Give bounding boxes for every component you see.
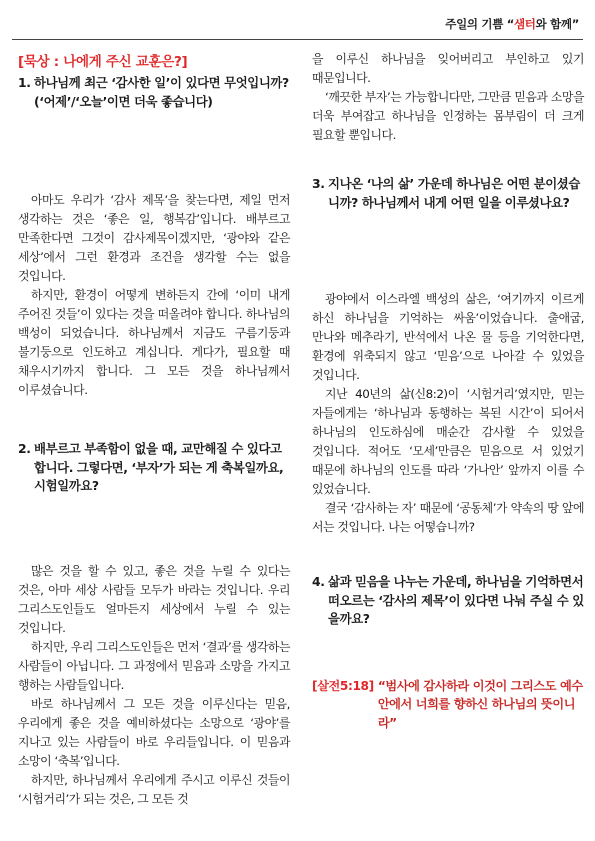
spacer	[18, 400, 290, 440]
paragraph: 하지만, 하나님께서 우리에게 주시고 이루신 것들이 ‘시험거리’가 되는 것은, 그 모든 것	[18, 772, 290, 806]
question-number: 3.	[312, 176, 325, 191]
verse-reference: [살전5:18]	[312, 678, 374, 693]
answer-space	[312, 629, 584, 677]
question-4	[312, 573, 584, 629]
verse-text: “범사에 감사하라 이것이 그리스도 예수 안에서 너희를 향하신 하나님의 뜻이니라”	[377, 678, 583, 730]
question-number: 4.	[312, 574, 325, 589]
section-title: [묵상 : 나에게 주신 교훈은?]	[18, 54, 188, 70]
answer-space	[312, 212, 584, 290]
paragraph: 을 이루신 하나님을 잊어버리고 부인하고 있기 때문입니다.	[312, 52, 584, 85]
question-text: 배부르고 부족함이 없을 때, 교만해질 수 있다고 합니다. 그렇다면, ‘부자’가 되는 게 축복일까요, 시험일까요?	[34, 441, 284, 493]
question-text: 하나님께 최근 ‘감사한 일’이 있다면 무엇입니까? (‘어제’/‘오늘’이면 더욱 좋습니다)	[34, 75, 289, 109]
question-3	[312, 175, 584, 212]
paragraph: 결국 ‘감사하는 자’ 때문에 ‘공동체’가 약속의 땅 앞에 서는 것입니다. 나는 어떻습니까?	[312, 501, 584, 534]
header-prefix: 주일의 기쁨 “	[445, 17, 514, 31]
header-suffix: 와 함께”	[535, 17, 579, 31]
paragraph: ‘깨끗한 부자’는 가능합니다만, 그만큼 믿음과 소망을 더욱 부여잡고 하나님을 인정하는 몸부림이 더 크게 필요할 뿐입니다.	[312, 90, 584, 142]
spacer	[312, 145, 584, 175]
header-divider	[12, 39, 583, 40]
right-column	[312, 50, 584, 732]
paragraph: 광야에서 이스라엘 백성의 삶은, ‘여기까지 이르게 하신 하나님을 기억하는 싸움’이었습니다. 출애굽, 만나와 메추라기, 반석에서 나온 물 등을 기억한다면, 환경에 위축되지 않고 ‘믿음’으로 나아갈 수 있었을 것입니다.	[312, 292, 584, 382]
question-text: 지나온 ‘나의 삶’ 가운데 하나님은 어떤 분이셨습니까? 하나님께서 내게 어떤 일을 이루셨나요?	[328, 176, 580, 210]
paragraph: 많은 것을 할 수 있고, 좋은 것을 누릴 수 있다는 것은, 아마 세상 사람들 모두가 바라는 것입니다. 우리 그리스도인들도 얼마든지 세상에서 누릴 수 있는 것입니다.	[18, 563, 290, 635]
paragraph: 아마도 우리가 ‘감사 제목’을 찾는다면, 제일 먼저 생각하는 것은 ‘좋은 일, 행복감’입니다. 배부르고 만족한다면 그것이 감사제목이겠지만, ‘광야와 같은 세상’에서 그런 환경과 조건을 생각할 수는 없을 것입니다.	[18, 193, 290, 283]
answer-space	[18, 496, 290, 562]
spacer	[312, 537, 584, 573]
paragraph: 바로 하나님께서 그 모든 것을 이루신다는 믿음, 우리에게 좋은 것을 예비하셨다는 소망으로 ‘광야’를 지나고 있는 사람들이 바로 우리들입니다. 이 믿음과 소망이 ‘축복’입니다.	[18, 696, 290, 768]
left-column	[18, 50, 290, 809]
header-accent: 샘터	[513, 17, 536, 31]
question-1	[18, 74, 290, 111]
question-number: 1.	[18, 75, 31, 90]
question-text: 삶과 믿음을 나누는 가운데, 하나님을 기억하면서 떠오르는 ‘감사의 제목’이 있다면 나눠 주실 수 있을까요?	[328, 574, 584, 626]
paragraph: 지난 40년의 삶(신8:2)이 ‘시험거리’였지만, 믿는 자들에게는 ‘하나님과 동행하는 복된 시간’이 되어서 하나님의 인도하심에 매순간 감사할 수 있었을 것입니다. 적어도 ‘모세’만큼은 믿음으로 서 있었기 때문에 하나님의 인도를 따라 ‘가나안’ 앞까지 이를 수 있었습니다.	[312, 387, 584, 496]
scripture-verse	[312, 677, 584, 733]
answer-space	[18, 111, 290, 191]
page-header	[445, 16, 579, 32]
paragraph: 하지만, 우리 그리스도인들은 먼저 ‘결과’를 생각하는 사람들이 아닙니다. 그 과정에서 믿음과 소망을 가지고 행하는 사람들입니다.	[18, 639, 290, 692]
question-2	[18, 440, 290, 496]
paragraph: 하지만, 환경이 어떻게 변하든지 간에 ‘이미 내게 주어진 것들’이 있다는 것을 떠올려야 합니다. 하나님의 백성이 되었습니다. 하나님께서 지금도 구름기둥과 불기둥으로 인도하고 계십니다. 게다가, 필요할 때 채우시기까지 합니다. 그 모든 것을 하나님께서 이루셨습니다.	[18, 288, 290, 397]
question-number: 2.	[18, 441, 31, 456]
